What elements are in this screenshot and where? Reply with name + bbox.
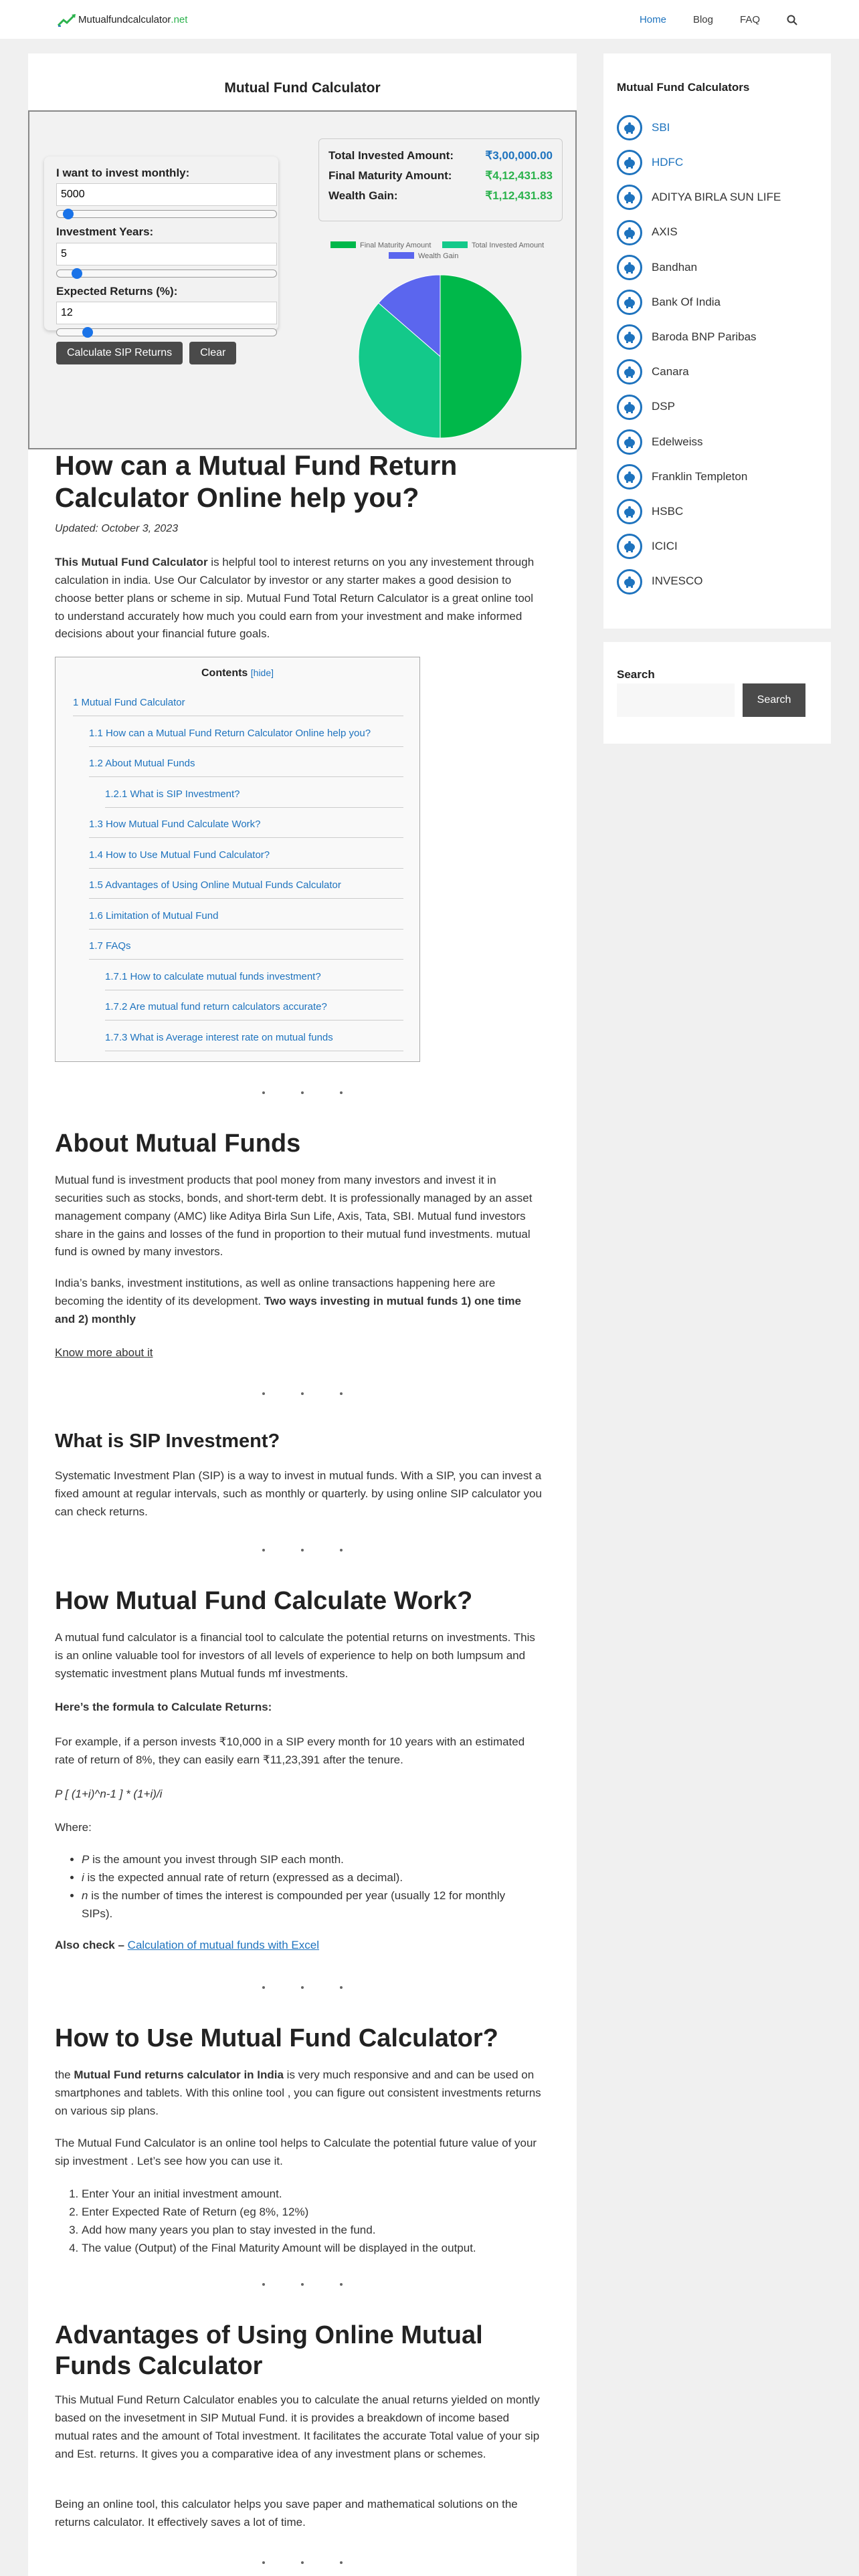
piggy-bank-icon <box>617 359 642 385</box>
sidebar-search <box>603 642 831 744</box>
clear-button[interactable]: Clear <box>189 342 236 364</box>
toc-title: Contents <box>201 667 248 679</box>
intro-bold: This Mutual Fund Calculator <box>55 556 208 568</box>
chart-trend-icon <box>57 13 77 27</box>
work-paragraph: A mutual fund calculator is a financial tool to calculate the potential returns on investments. This is an online valuable tool for investors of all levels of experience to help on both lumpsum and systematic investment plans Mutual funds mf investments. <box>55 1631 535 1680</box>
use-step: 1. Enter Your an initial investment amount. <box>82 2185 523 2204</box>
toc-item[interactable]: 1.7.2 Are mutual fund return calculators accurate? <box>105 999 403 1021</box>
invested-label: Total Invested Amount: <box>328 149 454 162</box>
fund-label: Bandhan <box>652 260 698 274</box>
also-check-label: Also check – <box>55 1939 128 1951</box>
fund-label: Canara <box>652 365 689 379</box>
sip-paragraph: Systematic Investment Plan (SIP) is a way to invest in mutual funds. With a SIP, you can invest a fixed amount at regular intervals, such as monthly or quarterly. by using online SIP calculator you can check returns. <box>55 1469 542 1518</box>
maturity-value: ₹4,12,431.83 <box>485 169 553 182</box>
about-paragraph-1: Mutual fund is investment products that pool money from many investors and invest it in securities such as stocks, bonds, and short-term debt. It is professionally managed by an asset management company (AMC) like Aditya Birla Sun Life, Axis, Tata, SBI. Mutual fund investors share in the gains and losses of the fund in proportion to their mutual fund investments. mutual fund is owned by many investors. <box>55 1174 533 1259</box>
legend-label: Final Maturity Amount <box>360 241 432 249</box>
sidebar-title: Mutual Fund Calculators <box>617 81 750 94</box>
search-icon[interactable] <box>787 15 797 25</box>
legend-swatch <box>442 241 468 248</box>
about-p2-bold: Two ways investing in mutual funds 1) one time and 2) monthly <box>55 1294 521 1325</box>
formula-heading: Here’s the formula to Calculate Returns: <box>55 1701 272 1713</box>
table-of-contents <box>55 657 420 1062</box>
years-label: Investment Years: <box>56 225 154 239</box>
use-step: 3. Add how many years you plan to stay invested in the fund. <box>82 2222 523 2240</box>
use-heading: How to Use Mutual Fund Calculator? <box>55 2024 498 2052</box>
know-more-link[interactable]: Know more about it <box>55 1346 153 1359</box>
advantages-paragraph-1: This Mutual Fund Return Calculator enables you to calculate the anual returns yielded on montly based on the invesetment in SIP Mutual Fund. it is provides a breakdown of income based mutual rates and the amount of Total investment. It facilitates the accurate Total value of your sip and Est. returns. It gives you a comparative idea of any investment plans or schemes. <box>55 2393 540 2460</box>
toc-hide-link[interactable]: [hide] <box>250 667 274 678</box>
nav-home[interactable]: Home <box>639 14 666 25</box>
piggy-bank-icon <box>617 534 642 559</box>
where-item: • n is the number of times the interest is compounded per year (usually 12 for monthly SIPs). <box>82 1887 523 1923</box>
calculate-button[interactable]: Calculate SIP Returns <box>56 342 183 364</box>
fund-label: SBI <box>652 120 670 134</box>
where-item: • P is the amount you invest through SIP each month. <box>82 1851 523 1869</box>
toc-item[interactable]: 1.3 How Mutual Fund Calculate Work? <box>89 817 403 838</box>
toc-item[interactable]: 1.1 How can a Mutual Fund Return Calculator Online help you? <box>89 726 403 747</box>
separator <box>262 2283 343 2290</box>
piggy-bank-icon <box>617 324 642 350</box>
fund-item[interactable] <box>617 499 683 524</box>
where-list <box>55 1851 523 1923</box>
piggy-bank-icon <box>617 185 642 210</box>
returns-label: Expected Returns (%): <box>56 284 178 298</box>
fund-label: HDFC <box>652 156 684 169</box>
fund-item[interactable] <box>617 429 703 455</box>
fund-item[interactable] <box>617 395 675 420</box>
monthly-label: I want to invest monthly: <box>56 167 190 179</box>
nav-faq[interactable]: FAQ <box>739 14 760 25</box>
years-slider[interactable] <box>56 270 277 278</box>
toc-item[interactable]: 1.7.1 How to calculate mutual funds investment? <box>105 969 403 990</box>
advantages-heading: Advantages of Using Online Mutual Funds Calculator <box>55 2321 483 2380</box>
slider-knob[interactable] <box>63 209 74 219</box>
slider-knob[interactable] <box>82 327 93 338</box>
fund-label: INVESCO <box>652 574 703 588</box>
calculator-title: Mutual Fund Calculator <box>224 80 381 96</box>
returns-pie-chart <box>318 237 563 445</box>
calculator-panel <box>28 110 577 449</box>
updated-date: Updated: October 3, 2023 <box>55 523 179 534</box>
fund-label: Bank Of India <box>652 295 721 308</box>
where-label: Where: <box>55 1821 92 1834</box>
maturity-label: Final Maturity Amount: <box>328 169 452 182</box>
fund-item[interactable] <box>617 185 781 210</box>
toc-item[interactable]: 1.2 About Mutual Funds <box>89 756 403 777</box>
slider-knob[interactable] <box>72 268 82 279</box>
fund-label: ICICI <box>652 540 678 553</box>
invested-value: ₹3,00,000.00 <box>485 149 553 162</box>
main-nav <box>613 12 797 27</box>
piggy-bank-icon <box>617 569 642 595</box>
separator <box>262 1549 343 1555</box>
results-summary <box>318 138 563 221</box>
piggy-bank-icon <box>617 429 642 455</box>
site-header <box>0 0 859 39</box>
fund-item[interactable] <box>617 115 670 140</box>
fund-item[interactable] <box>617 324 757 350</box>
nav-blog[interactable]: Blog <box>692 14 713 25</box>
calculator-form <box>44 156 278 359</box>
intro-text: is helpful tool to interest returns on you any investement through calculation in india. Use Our Calculator by investor or any starter makes a good desision to choose better plans or scheme in sip. Mutual Fund Total Return Calculator is a great online tool to understand accurately how much you could earn from your investment and make informed decisions about your financial future goals. <box>55 556 535 641</box>
use-paragraph-1: the Mutual Fund returns calculator in India is very much responsive and and can be used on smartphones and tablets. With this online tool , you can figure out consistent investments returns on various sip plans. <box>55 2068 541 2117</box>
use-step: 2. Enter Expected Rate of Return (eg 8%, 12%) <box>82 2204 523 2222</box>
piggy-bank-icon <box>617 150 642 175</box>
about-heading: About Mutual Funds <box>55 1130 301 1158</box>
legend-swatch <box>330 241 356 248</box>
search-title: Search <box>617 668 655 681</box>
fund-item[interactable] <box>617 220 678 245</box>
sip-heading: What is SIP Investment? <box>55 1430 280 1452</box>
also-check <box>55 1937 543 1955</box>
piggy-bank-icon <box>617 464 642 490</box>
separator <box>262 1986 343 1993</box>
fund-item[interactable] <box>617 255 697 280</box>
excel-calc-link[interactable]: Calculation of mutual funds with Excel <box>127 1939 319 1951</box>
piggy-bank-icon <box>617 499 642 524</box>
fund-item[interactable] <box>617 359 689 385</box>
separator <box>262 1392 343 1399</box>
use-steps-list <box>55 2185 523 2257</box>
fund-item[interactable] <box>617 150 683 175</box>
fund-label: ADITYA BIRLA SUN LIFE <box>652 191 781 204</box>
monthly-input[interactable] <box>56 183 277 206</box>
fund-item[interactable] <box>617 464 747 490</box>
toc-item[interactable]: 1.5 Advantages of Using Online Mutual Funds Calculator <box>89 877 403 899</box>
toc-item[interactable]: 1.4 How to Use Mutual Fund Calculator? <box>89 847 403 869</box>
fund-label: Franklin Templeton <box>652 469 748 483</box>
separator <box>262 2561 343 2568</box>
about-paragraph-2 <box>55 1275 543 1329</box>
sidebar-search-button[interactable]: Search <box>743 683 805 717</box>
monthly-slider[interactable] <box>56 210 277 218</box>
piggy-bank-icon <box>617 255 642 280</box>
fund-item[interactable] <box>617 534 678 559</box>
use-step: 4. The value (Output) of the Final Maturity Amount will be displayed in the output. <box>82 2240 523 2258</box>
sidebar-calculators <box>603 53 831 629</box>
piggy-bank-icon <box>617 115 642 140</box>
fund-label: Baroda BNP Paribas <box>652 330 757 344</box>
formula-text: P [ (1+i)^n-1 ] * (1+i)/i <box>55 1788 163 1800</box>
advantages-paragraph-2: Being an online tool, this calculator helps you save paper and mathematical solutions on the returns calculator. It effectively saves a lot of time. <box>55 2498 518 2529</box>
sidebar-search-input[interactable] <box>617 683 735 717</box>
use-paragraph-2: The Mutual Fund Calculator is an online tool helps to Calculate the potential future value of your sip investment . Let’s see how you can use it. <box>55 2137 537 2167</box>
site-logo[interactable] <box>57 12 187 27</box>
where-item: • i is the expected annual rate of return (expressed as a decimal). <box>82 1869 523 1887</box>
separator <box>262 1091 343 1098</box>
fund-item[interactable] <box>617 569 703 595</box>
legend-label: Wealth Gain <box>418 252 459 260</box>
fund-label: HSBC <box>652 505 684 518</box>
toc-item[interactable]: 1.2.1 What is SIP Investment? <box>105 786 403 808</box>
gain-label: Wealth Gain: <box>328 189 398 202</box>
piggy-bank-icon <box>617 220 642 245</box>
legend-swatch <box>389 252 414 259</box>
toc-item[interactable]: 1.6 Limitation of Mutual Fund <box>89 908 403 930</box>
legend-label: Total Invested Amount <box>472 241 545 249</box>
about-p2-text: India’s banks, investment institutions, as well as online transactions happening here are becoming the identity of its development. <box>55 1277 496 1307</box>
fund-label: AXIS <box>652 225 678 239</box>
returns-slider[interactable] <box>56 328 277 336</box>
fund-item[interactable] <box>617 290 721 315</box>
fund-label: Edelweiss <box>652 435 703 448</box>
article-heading: How can a Mutual Fund Return Calculator Online help you? <box>55 450 458 514</box>
logo-name: Mutualfundcalculator <box>78 14 171 25</box>
toc-item[interactable]: 1.7.3 What is Average interest rate on mutual funds <box>105 1030 403 1051</box>
work-heading: How Mutual Fund Calculate Work? <box>55 1587 473 1615</box>
fund-label: DSP <box>652 400 675 413</box>
intro-paragraph <box>55 554 543 643</box>
logo-tld: .net <box>171 14 188 25</box>
pie-slice-final-maturity-amount[interactable] <box>440 275 522 438</box>
returns-input[interactable] <box>56 302 277 324</box>
piggy-bank-icon <box>617 290 642 315</box>
toc-item[interactable]: 1 Mutual Fund Calculator <box>73 695 403 716</box>
gain-value: ₹1,12,431.83 <box>485 189 553 202</box>
toc-item[interactable]: 1.7 FAQs <box>89 938 403 960</box>
example-paragraph: For example, if a person invests ₹10,000 in a SIP every month for 10 years with an estimated rate of return of 8%, they can easily earn ₹11,23,391 after the tenure. <box>55 1735 525 1766</box>
years-input[interactable] <box>56 243 277 265</box>
piggy-bank-icon <box>617 395 642 420</box>
